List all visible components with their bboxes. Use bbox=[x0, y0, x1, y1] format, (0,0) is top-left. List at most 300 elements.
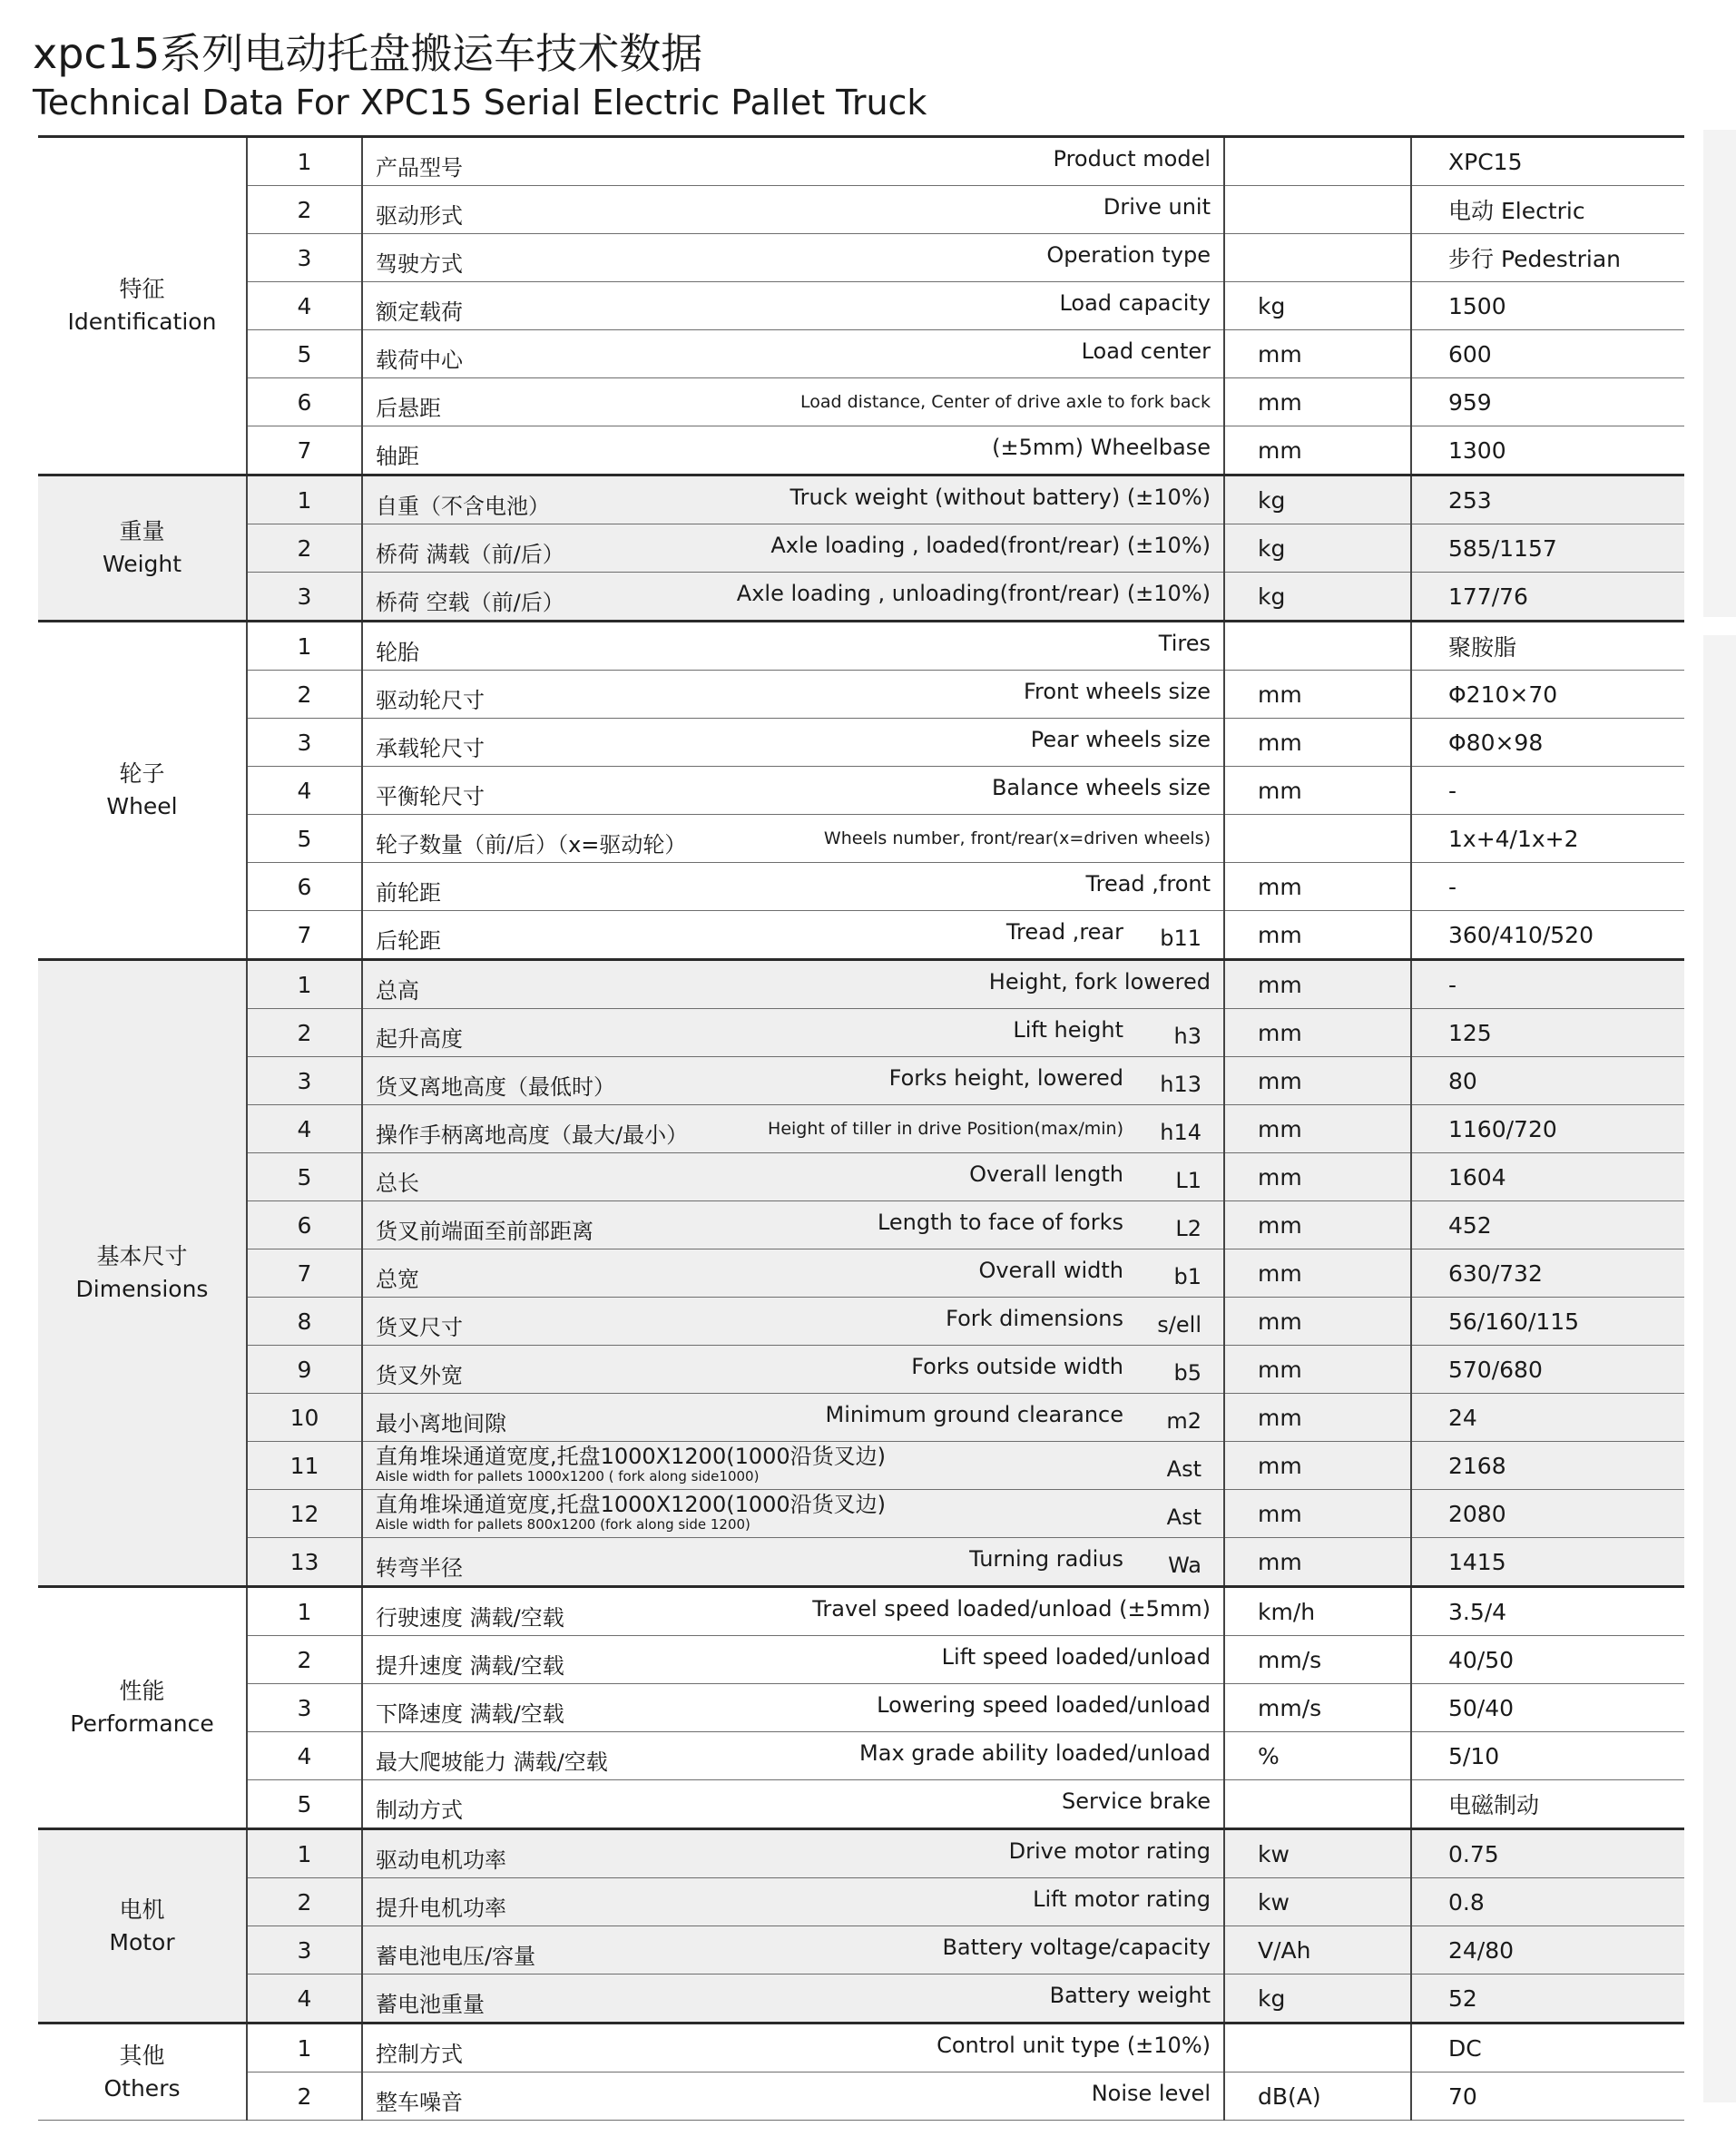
row-value: 70 bbox=[1411, 2073, 1684, 2121]
row-value: - bbox=[1411, 960, 1684, 1009]
row-value: 聚胺脂 bbox=[1411, 622, 1684, 671]
description-cn-main: 驱动形式 bbox=[376, 203, 463, 229]
table-row bbox=[38, 1394, 1684, 1442]
description-cn bbox=[376, 1744, 608, 1776]
description-cn bbox=[376, 1309, 463, 1341]
description-en: Front wheels size bbox=[1023, 679, 1211, 704]
description-cn-main: 转弯半径 bbox=[376, 1555, 463, 1581]
description-cn bbox=[376, 730, 485, 762]
description-en: Height of tiller in drive Position(max/min) bbox=[768, 1119, 1123, 1139]
row-value: 125 bbox=[1411, 1009, 1684, 1057]
row-description bbox=[362, 475, 1224, 524]
row-value: - bbox=[1411, 863, 1684, 911]
row-value: 电动 Electric bbox=[1411, 186, 1684, 234]
description-en: Balance wheels size bbox=[991, 775, 1211, 800]
description-cn bbox=[376, 1792, 463, 1824]
row-unit bbox=[1224, 186, 1411, 234]
row-unit: mm bbox=[1224, 1346, 1411, 1394]
row-value: Φ80×98 bbox=[1411, 719, 1684, 767]
description-cn-main: 轮胎 bbox=[376, 640, 419, 665]
row-description bbox=[362, 1829, 1224, 1878]
row-description bbox=[362, 1009, 1224, 1057]
description-en: Pear wheels size bbox=[1030, 727, 1211, 752]
row-unit: mm bbox=[1224, 1394, 1411, 1442]
description-en: Lift speed loaded/unload bbox=[941, 1644, 1211, 1670]
table-row bbox=[38, 2073, 1684, 2121]
description-en: Forks outside width bbox=[911, 1354, 1123, 1379]
description-en: Truck weight (without battery) (±10%) bbox=[790, 485, 1211, 510]
description-cn bbox=[376, 973, 419, 1004]
row-value: 52 bbox=[1411, 1975, 1684, 2024]
table-row bbox=[38, 1442, 1684, 1490]
row-unit: mm bbox=[1224, 671, 1411, 719]
table-row bbox=[38, 1926, 1684, 1975]
group-label-cn: 其他 bbox=[119, 2042, 165, 2069]
row-number: 2 bbox=[247, 524, 362, 573]
row-value: 253 bbox=[1411, 475, 1684, 524]
row-number: 1 bbox=[247, 137, 362, 186]
row-number: 4 bbox=[247, 1105, 362, 1153]
row-description bbox=[362, 378, 1224, 426]
table-row bbox=[38, 1538, 1684, 1587]
row-number: 3 bbox=[247, 719, 362, 767]
row-unit bbox=[1224, 234, 1411, 282]
row-number: 2 bbox=[247, 1009, 362, 1057]
table-row bbox=[38, 378, 1684, 426]
row-unit bbox=[1224, 2024, 1411, 2073]
table-row bbox=[38, 1490, 1684, 1538]
side-strip-bottom bbox=[1703, 635, 1736, 2102]
description-cn-main: 提升速度 满载/空载 bbox=[376, 1653, 564, 1679]
row-description bbox=[362, 186, 1224, 234]
row-unit: mm bbox=[1224, 1490, 1411, 1538]
row-unit: mm bbox=[1224, 719, 1411, 767]
row-description bbox=[362, 1153, 1224, 1201]
table-row bbox=[38, 1346, 1684, 1394]
row-value: 0.8 bbox=[1411, 1878, 1684, 1926]
description-cn-main: 总高 bbox=[376, 978, 419, 1004]
table-row bbox=[38, 815, 1684, 863]
description-cn-main: 最小离地间隙 bbox=[376, 1411, 506, 1436]
group-label bbox=[38, 2024, 247, 2121]
description-cn-main: 控制方式 bbox=[376, 2042, 463, 2067]
row-unit: kg bbox=[1224, 475, 1411, 524]
description-symbol: s/ell bbox=[1157, 1312, 1201, 1338]
description-cn-main: 自重（不含电池） bbox=[376, 494, 550, 519]
description-cn-main: 直角堆垛通道宽度,托盘1000X1200(1000沿货叉边) bbox=[376, 1492, 887, 1517]
description-symbol: h13 bbox=[1160, 1072, 1201, 1097]
row-value: 2080 bbox=[1411, 1490, 1684, 1538]
row-number: 1 bbox=[247, 622, 362, 671]
description-cn-main: 载荷中心 bbox=[376, 348, 463, 373]
row-number: 6 bbox=[247, 1201, 362, 1249]
description-cn bbox=[376, 2036, 463, 2068]
description-cn bbox=[376, 390, 441, 422]
group-label-en: Motor bbox=[109, 1928, 175, 1955]
group-label-cn: 重量 bbox=[119, 518, 165, 544]
description-cn bbox=[376, 779, 485, 810]
description-cn-main: 承载轮尺寸 bbox=[376, 736, 485, 761]
description-cn-main: 整车噪音 bbox=[376, 2090, 463, 2115]
description-en: Minimum ground clearance bbox=[825, 1402, 1123, 1427]
row-value: 1604 bbox=[1411, 1153, 1684, 1201]
description-cn-main: 总宽 bbox=[376, 1267, 419, 1292]
row-description bbox=[362, 1249, 1224, 1298]
row-number: 2 bbox=[247, 2073, 362, 2121]
group-label-en: Performance bbox=[70, 1710, 214, 1737]
description-cn bbox=[376, 1600, 564, 1632]
row-value: 40/50 bbox=[1411, 1636, 1684, 1684]
description-cn-main: 桥荷 满载（前/后） bbox=[376, 542, 564, 567]
description-cn bbox=[376, 1696, 564, 1728]
row-value: 1415 bbox=[1411, 1538, 1684, 1587]
table-row bbox=[38, 1975, 1684, 2024]
row-number: 5 bbox=[247, 1780, 362, 1829]
description-cn-main: 后轮距 bbox=[376, 928, 441, 954]
row-value: XPC15 bbox=[1411, 137, 1684, 186]
group-performance bbox=[38, 1587, 1684, 1829]
description-en: Control unit type (±10%) bbox=[937, 2033, 1211, 2058]
row-unit: mm bbox=[1224, 1105, 1411, 1153]
row-description bbox=[362, 524, 1224, 573]
row-number: 4 bbox=[247, 1975, 362, 2024]
description-cn-sub: Aisle width for pallets 1000x1200 ( fork along side1000) bbox=[376, 1468, 760, 1485]
description-cn-main: 货叉前端面至前部距离 bbox=[376, 1219, 593, 1244]
row-description bbox=[362, 330, 1224, 378]
row-number: 2 bbox=[247, 671, 362, 719]
row-number: 4 bbox=[247, 282, 362, 330]
row-number: 3 bbox=[247, 1926, 362, 1975]
description-symbol: b5 bbox=[1173, 1360, 1201, 1386]
row-description bbox=[362, 234, 1224, 282]
description-en: Fork dimensions bbox=[946, 1306, 1123, 1331]
description-cn-main: 后悬距 bbox=[376, 396, 441, 421]
description-en: Lowering speed loaded/unload bbox=[877, 1692, 1211, 1718]
row-value: 步行 Pedestrian bbox=[1411, 234, 1684, 282]
row-unit: mm bbox=[1224, 863, 1411, 911]
description-en: Overall width bbox=[978, 1258, 1123, 1283]
row-description bbox=[362, 671, 1224, 719]
row-description bbox=[362, 1394, 1224, 1442]
spec-table bbox=[38, 135, 1684, 2121]
description-cn-main: 平衡轮尺寸 bbox=[376, 784, 485, 809]
row-description bbox=[362, 1442, 1224, 1490]
description-en: Load capacity bbox=[1059, 290, 1211, 316]
table-row bbox=[38, 282, 1684, 330]
row-value: Φ210×70 bbox=[1411, 671, 1684, 719]
row-unit: mm bbox=[1224, 1009, 1411, 1057]
page-title-en: Technical Data For XPC15 Serial Electric Pallet Truck bbox=[33, 83, 927, 122]
description-cn bbox=[376, 1213, 593, 1245]
description-cn-main: 货叉外宽 bbox=[376, 1363, 463, 1388]
row-unit: kw bbox=[1224, 1878, 1411, 1926]
description-cn bbox=[376, 1492, 886, 1532]
description-symbol: h3 bbox=[1173, 1024, 1201, 1049]
row-unit: mm bbox=[1224, 1153, 1411, 1201]
row-value: 360/410/520 bbox=[1411, 911, 1684, 960]
row-number: 3 bbox=[247, 1057, 362, 1105]
description-cn bbox=[376, 1890, 506, 1922]
table-row bbox=[38, 960, 1684, 1009]
description-cn bbox=[376, 342, 463, 374]
row-number: 8 bbox=[247, 1298, 362, 1346]
row-description bbox=[362, 622, 1224, 671]
description-cn bbox=[376, 438, 419, 470]
page-header bbox=[33, 27, 927, 125]
row-value: 1500 bbox=[1411, 282, 1684, 330]
description-cn-main: 轴距 bbox=[376, 444, 419, 469]
row-value: 600 bbox=[1411, 330, 1684, 378]
description-en: Tread ,rear bbox=[1005, 919, 1123, 945]
row-value: 959 bbox=[1411, 378, 1684, 426]
description-en: Travel speed loaded/unload (±5mm) bbox=[812, 1596, 1211, 1622]
row-value: 3.5/4 bbox=[1411, 1587, 1684, 1636]
description-en: Battery weight bbox=[1049, 1983, 1211, 2008]
row-unit: kg bbox=[1224, 1975, 1411, 2024]
description-en: Operation type bbox=[1046, 242, 1211, 268]
row-description bbox=[362, 573, 1224, 622]
description-en: Height, fork lowered bbox=[988, 969, 1211, 995]
table-row bbox=[38, 137, 1684, 186]
description-cn bbox=[376, 1938, 535, 1970]
row-value: 0.75 bbox=[1411, 1829, 1684, 1878]
description-en: Wheels number, front/rear(x=driven wheels) bbox=[823, 828, 1211, 848]
row-number: 13 bbox=[247, 1538, 362, 1587]
table-row bbox=[38, 330, 1684, 378]
row-description bbox=[362, 1201, 1224, 1249]
description-en: Product model bbox=[1053, 146, 1211, 171]
group-label-cn: 轮子 bbox=[119, 760, 165, 787]
description-en: Forks height, lowered bbox=[888, 1065, 1123, 1091]
description-en: Axle loading , unloading(front/rear) (±10%) bbox=[736, 581, 1211, 606]
table-row bbox=[38, 719, 1684, 767]
table-row bbox=[38, 1732, 1684, 1780]
description-cn-main: 产品型号 bbox=[376, 155, 463, 181]
row-value: 1160/720 bbox=[1411, 1105, 1684, 1153]
description-cn bbox=[376, 2084, 463, 2116]
description-symbol: L2 bbox=[1175, 1216, 1201, 1241]
row-value: 50/40 bbox=[1411, 1684, 1684, 1732]
row-value: 24/80 bbox=[1411, 1926, 1684, 1975]
row-value: - bbox=[1411, 767, 1684, 815]
group-label bbox=[38, 960, 247, 1587]
row-description bbox=[362, 137, 1224, 186]
description-symbol: b1 bbox=[1173, 1264, 1201, 1289]
row-unit: kg bbox=[1224, 524, 1411, 573]
description-cn-main: 总长 bbox=[376, 1171, 419, 1196]
table-row bbox=[38, 1587, 1684, 1636]
row-value: 630/732 bbox=[1411, 1249, 1684, 1298]
description-en: Load distance, Center of drive axle to fork back bbox=[799, 392, 1211, 412]
row-number: 1 bbox=[247, 475, 362, 524]
table-row bbox=[38, 1009, 1684, 1057]
description-cn bbox=[376, 827, 686, 858]
row-number: 11 bbox=[247, 1442, 362, 1490]
table-row bbox=[38, 186, 1684, 234]
description-cn-main: 额定载荷 bbox=[376, 299, 463, 325]
row-number: 3 bbox=[247, 234, 362, 282]
row-unit: mm bbox=[1224, 1249, 1411, 1298]
row-value: 80 bbox=[1411, 1057, 1684, 1105]
description-symbol: Ast bbox=[1166, 1456, 1201, 1482]
description-cn bbox=[376, 1165, 419, 1197]
row-number: 9 bbox=[247, 1346, 362, 1394]
side-strip-top bbox=[1703, 130, 1736, 617]
description-cn-main: 轮子数量（前/后）（x=驱动轮） bbox=[376, 832, 687, 857]
group-label bbox=[38, 137, 247, 475]
row-description bbox=[362, 767, 1224, 815]
row-value: 电磁制动 bbox=[1411, 1780, 1684, 1829]
row-unit: mm bbox=[1224, 1201, 1411, 1249]
table-row bbox=[38, 767, 1684, 815]
table-row bbox=[38, 1636, 1684, 1684]
description-en: Max grade ability loaded/unload bbox=[859, 1740, 1211, 1766]
description-en: (±5mm) Wheelbase bbox=[992, 435, 1211, 460]
group-label-cn: 电机 bbox=[119, 1896, 165, 1923]
row-number: 1 bbox=[247, 1829, 362, 1878]
row-description bbox=[362, 1926, 1224, 1975]
row-number: 5 bbox=[247, 1153, 362, 1201]
row-description bbox=[362, 1298, 1224, 1346]
row-unit: mm bbox=[1224, 1298, 1411, 1346]
row-value: 56/160/115 bbox=[1411, 1298, 1684, 1346]
row-value: 177/76 bbox=[1411, 573, 1684, 622]
row-unit: km/h bbox=[1224, 1587, 1411, 1636]
row-description bbox=[362, 1346, 1224, 1394]
row-description bbox=[362, 863, 1224, 911]
row-unit: mm bbox=[1224, 426, 1411, 475]
description-cn-main: 下降速度 满载/空载 bbox=[376, 1701, 564, 1727]
row-unit: mm bbox=[1224, 1442, 1411, 1490]
description-cn bbox=[376, 198, 463, 230]
description-cn bbox=[376, 536, 564, 568]
row-number: 1 bbox=[247, 960, 362, 1009]
row-number: 3 bbox=[247, 573, 362, 622]
table-row bbox=[38, 1298, 1684, 1346]
table-row bbox=[38, 1057, 1684, 1105]
description-cn bbox=[376, 1648, 564, 1680]
description-cn bbox=[376, 246, 463, 278]
row-unit bbox=[1224, 137, 1411, 186]
group-motor bbox=[38, 1829, 1684, 2024]
row-number: 6 bbox=[247, 863, 362, 911]
row-description bbox=[362, 1587, 1224, 1636]
row-number: 1 bbox=[247, 2024, 362, 2073]
group-label bbox=[38, 1829, 247, 2024]
group-others bbox=[38, 2024, 1684, 2121]
row-number: 12 bbox=[247, 1490, 362, 1538]
row-number: 3 bbox=[247, 1684, 362, 1732]
table-row bbox=[38, 524, 1684, 573]
table-row bbox=[38, 1829, 1684, 1878]
description-symbol: h14 bbox=[1160, 1120, 1201, 1145]
row-unit: mm bbox=[1224, 767, 1411, 815]
row-number: 5 bbox=[247, 815, 362, 863]
table-row bbox=[38, 1684, 1684, 1732]
description-cn-main: 货叉尺寸 bbox=[376, 1315, 463, 1340]
table-row bbox=[38, 911, 1684, 960]
description-cn-sub: Aisle width for pallets 800x1200 (fork along side 1200) bbox=[376, 1516, 750, 1533]
row-description bbox=[362, 1105, 1224, 1153]
row-value: 1300 bbox=[1411, 426, 1684, 475]
row-number: 2 bbox=[247, 1878, 362, 1926]
row-unit: mm/s bbox=[1224, 1684, 1411, 1732]
description-en: Tread ,front bbox=[1085, 871, 1211, 897]
row-description bbox=[362, 2073, 1224, 2121]
row-description bbox=[362, 1780, 1224, 1829]
row-value: 585/1157 bbox=[1411, 524, 1684, 573]
row-unit: mm bbox=[1224, 378, 1411, 426]
row-value: 570/680 bbox=[1411, 1346, 1684, 1394]
row-unit: % bbox=[1224, 1732, 1411, 1780]
table-row bbox=[38, 863, 1684, 911]
table-row bbox=[38, 1201, 1684, 1249]
row-description bbox=[362, 719, 1224, 767]
group-label bbox=[38, 475, 247, 622]
row-description bbox=[362, 1732, 1224, 1780]
description-cn-main: 行驶速度 满载/空载 bbox=[376, 1605, 564, 1631]
row-description bbox=[362, 1057, 1224, 1105]
description-en: Length to face of forks bbox=[877, 1210, 1123, 1235]
row-number: 7 bbox=[247, 1249, 362, 1298]
description-en: Drive motor rating bbox=[1008, 1838, 1211, 1864]
row-value: 5/10 bbox=[1411, 1732, 1684, 1780]
description-cn bbox=[376, 1357, 463, 1389]
row-value: 1x+4/1x+2 bbox=[1411, 815, 1684, 863]
row-number: 1 bbox=[247, 1587, 362, 1636]
description-cn bbox=[376, 1842, 506, 1874]
row-number: 10 bbox=[247, 1394, 362, 1442]
page-title-cn: xpc15系列电动托盘搬运车技术数据 bbox=[33, 29, 703, 78]
table-row bbox=[38, 1153, 1684, 1201]
row-unit: kg bbox=[1224, 282, 1411, 330]
row-unit: kw bbox=[1224, 1829, 1411, 1878]
description-en: Load center bbox=[1081, 338, 1211, 364]
table-row bbox=[38, 671, 1684, 719]
group-dimensions bbox=[38, 960, 1684, 1587]
row-unit: V/Ah bbox=[1224, 1926, 1411, 1975]
description-cn bbox=[376, 1986, 485, 2018]
description-en: Turning radius bbox=[969, 1546, 1123, 1572]
table-row bbox=[38, 426, 1684, 475]
row-unit: mm bbox=[1224, 911, 1411, 960]
row-description bbox=[362, 1684, 1224, 1732]
description-cn-main: 操作手柄离地高度（最大/最小） bbox=[376, 1122, 689, 1148]
description-cn-main: 起升高度 bbox=[376, 1026, 463, 1052]
row-description bbox=[362, 911, 1224, 960]
description-cn-main: 驱动轮尺寸 bbox=[376, 688, 485, 713]
row-value: DC bbox=[1411, 2024, 1684, 2073]
description-cn-main: 蓄电池重量 bbox=[376, 1992, 485, 2017]
description-cn-main: 蓄电池电压/容量 bbox=[376, 1944, 536, 1969]
description-cn bbox=[376, 1021, 463, 1053]
table-row bbox=[38, 1780, 1684, 1829]
description-symbol: m2 bbox=[1166, 1408, 1201, 1434]
group-label-en: Identification bbox=[67, 309, 217, 335]
row-number: 4 bbox=[247, 767, 362, 815]
description-cn-main: 桥荷 空载（前/后） bbox=[376, 590, 564, 615]
description-cn-main: 制动方式 bbox=[376, 1798, 463, 1823]
row-number: 4 bbox=[247, 1732, 362, 1780]
row-unit: mm bbox=[1224, 960, 1411, 1009]
description-cn-main: 最大爬坡能力 满载/空载 bbox=[376, 1749, 608, 1775]
description-en: Service brake bbox=[1062, 1788, 1211, 1814]
row-unit: mm bbox=[1224, 330, 1411, 378]
description-en: Tires bbox=[1158, 631, 1211, 656]
description-cn bbox=[376, 1406, 506, 1437]
row-unit: mm bbox=[1224, 1057, 1411, 1105]
table-row bbox=[38, 573, 1684, 622]
